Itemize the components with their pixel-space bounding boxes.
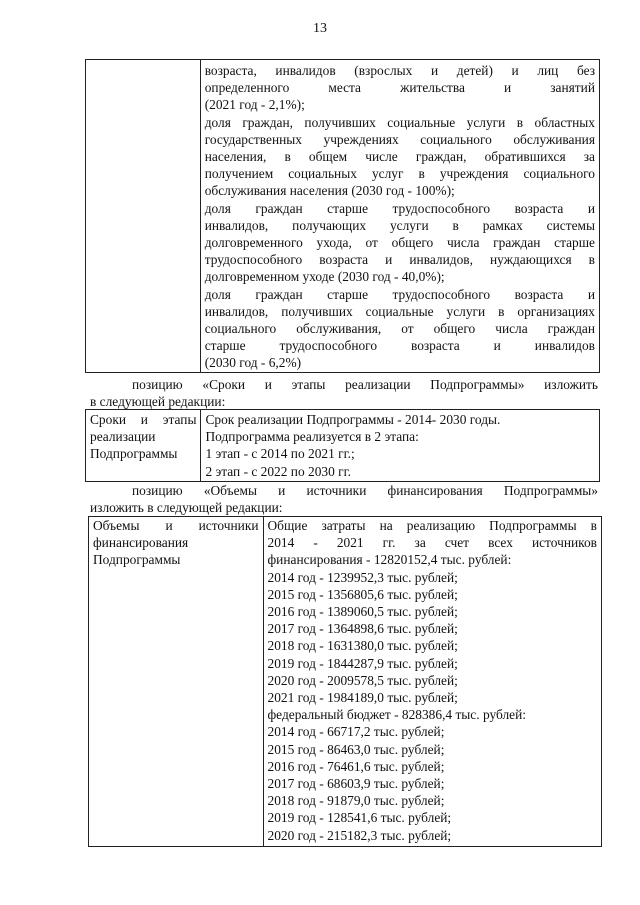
instruction-paragraph-2	[90, 482, 598, 516]
label-line: Сроки и этапы	[90, 412, 197, 427]
text-line: доля граждан старше трудоспособного возраста и	[204, 200, 595, 216]
value-line: 2019 год - 1844287,9 тыс. рублей;	[267, 655, 458, 671]
label-line: Подпрограммы	[90, 446, 178, 462]
timeline-value-cell	[201, 410, 600, 482]
value-line: Общие затраты на реализацию Подпрограммы в	[267, 518, 597, 533]
value-line: финансирования - 12820152,4 тыс. рублей:	[267, 552, 512, 568]
timeline-table	[85, 409, 600, 482]
funding-table	[88, 516, 602, 847]
funding-label-cell	[89, 517, 264, 847]
label-line: финансирования	[93, 535, 189, 551]
label-line: Объемы и источники	[93, 518, 259, 533]
value-line: 2015 год - 1356805,6 тыс. рублей;	[267, 586, 458, 602]
paragraph-line: изложить в следующей редакции:	[90, 500, 283, 516]
value-line: 2017 год - 68603,9 тыс. рублей;	[267, 776, 445, 792]
value-line: 2014 год - 66717,2 тыс. рублей;	[267, 724, 445, 740]
value-line: Срок реализации Подпрограммы - 2014- 2030 годы.	[205, 412, 501, 427]
paragraph-line: в следующей редакции:	[90, 394, 226, 410]
text-line: получением социальных услуг в учреждения социального	[204, 166, 595, 182]
page-number: 13	[313, 21, 327, 36]
value-line: 2014 - 2021 гг. за счет всех источников	[267, 535, 597, 551]
paragraph-line: позицию «Объемы и источники финансирования Подпрограммы»	[132, 483, 598, 498]
text-line: трудоспособного возраста и инвалидов, нуждающихся в	[204, 252, 595, 268]
value-line: 2016 год - 76461,6 тыс. рублей;	[267, 758, 445, 774]
text-line: населения, в общем числе граждан, обратившихся за	[204, 149, 595, 165]
text-line: инвалидов, получающих услуги в рамках системы	[204, 217, 595, 233]
text-line: долговременном уходе (2030 год - 40,0%);	[204, 269, 445, 285]
value-line: 2020 год - 215182,3 тыс. рублей;	[267, 827, 452, 843]
text-line: социального обслуживания, от общего числа граждан	[204, 321, 595, 337]
value-line: 1 этап - с 2014 по 2021 гг.;	[205, 446, 355, 462]
text-line: государственных учреждениях социального обслуживания	[204, 131, 595, 147]
text-line: (2021 год - 2,1%);	[204, 97, 305, 113]
text-line: доля граждан, получивших социальные услуги в областных	[204, 114, 595, 130]
text-line: определенного места жительства и занятий	[204, 80, 595, 96]
value-line: 2018 год - 91879,0 тыс. рублей;	[267, 793, 445, 809]
text-line: возраста, инвалидов (взрослых и детей) и лиц без	[204, 63, 595, 78]
text-line: инвалидов, получивших социальные услуги в организациях	[204, 303, 595, 319]
value-line: 2015 год - 86463,0 тыс. рублей;	[267, 741, 445, 757]
value-line: 2019 год - 128541,6 тыс. рублей;	[267, 810, 452, 826]
value-line: 2018 год - 1631380,0 тыс. рублей;	[267, 638, 458, 654]
value-line: Подпрограмма реализуется в 2 этапа:	[205, 429, 419, 445]
value-line: 2021 год - 1984189,0 тыс. рублей;	[267, 690, 458, 706]
value-line: 2016 год - 1389060,5 тыс. рублей;	[267, 604, 458, 620]
text-line: (2030 год - 6,2%)	[204, 355, 302, 371]
instruction-paragraph-1	[90, 376, 598, 410]
funding-value-cell	[263, 517, 602, 847]
text-line: обслуживания населения (2030 год - 100%);	[204, 183, 455, 199]
label-line: реализации	[90, 429, 156, 445]
indicators-table	[85, 59, 600, 373]
indicators-text-cell	[200, 60, 599, 373]
label-line: Подпрограммы	[93, 552, 181, 568]
timeline-label-cell	[86, 410, 201, 482]
text-line: доля граждан старше трудоспособного возраста и	[204, 286, 595, 302]
paragraph-line: позицию «Сроки и этапы реализации Подпрограммы» изложить	[132, 377, 598, 392]
value-line: 2020 год - 2009578,5 тыс. рублей;	[267, 672, 458, 688]
value-line: 2014 год - 1239952,3 тыс. рублей;	[267, 569, 458, 585]
value-line: 2017 год - 1364898,6 тыс. рублей;	[267, 621, 458, 637]
text-line: долговременного ухода, от общего числа граждан старше	[204, 235, 595, 251]
value-line: федеральный бюджет - 828386,4 тыс. рублей:	[267, 707, 526, 723]
indicators-empty-cell	[86, 60, 201, 373]
value-line: 2 этап - с 2022 по 2030 гг.	[205, 463, 351, 479]
text-line: старше трудоспособного возраста и инвалидов	[204, 338, 595, 354]
